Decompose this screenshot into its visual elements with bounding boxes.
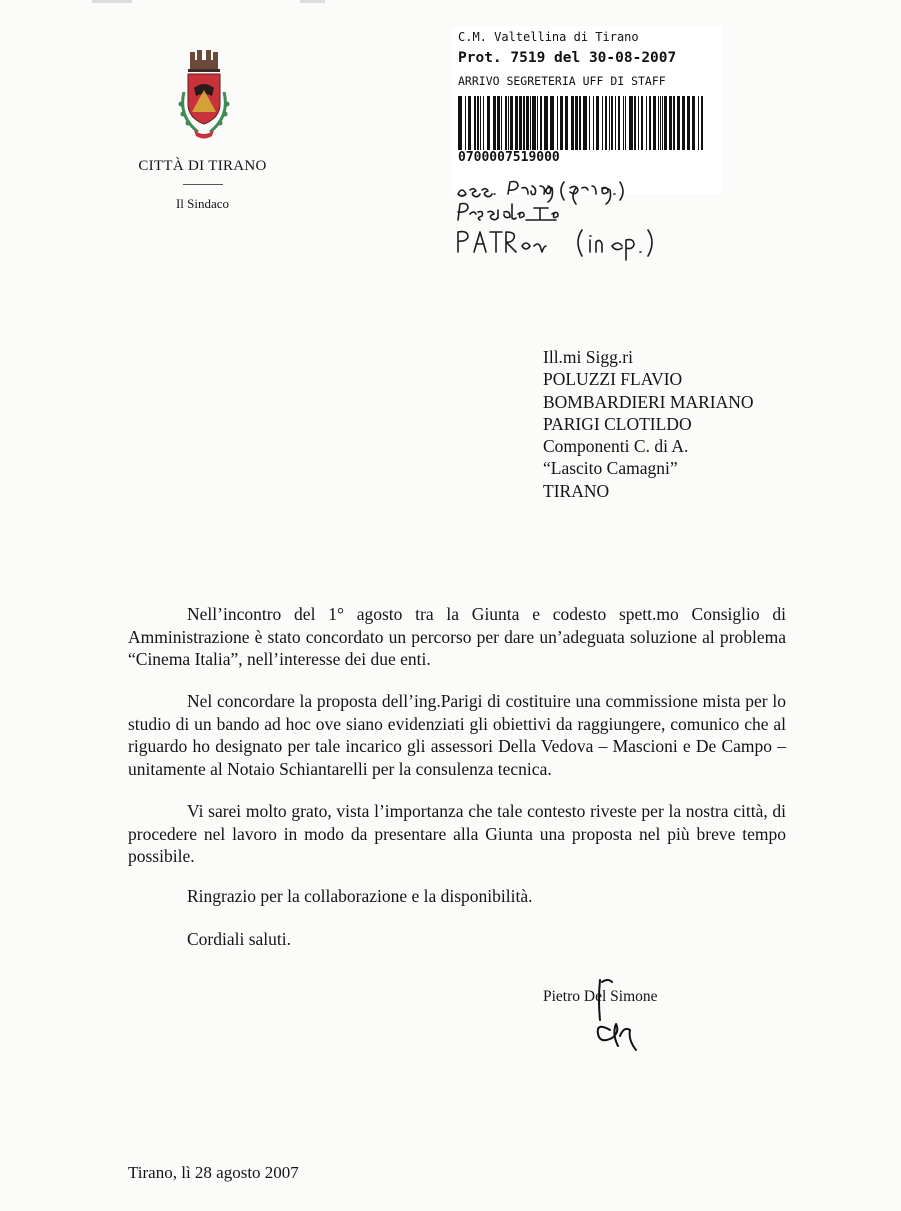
addressee-block [543,346,754,502]
barcode-bar [602,96,603,150]
body-paragraph: Nell’incontro del 1° agosto tra la Giunta e codesto spett.mo Consiglio di Amministrazione è stato concordato un percorso per dare un’adeguata soluzione al problema “Cinema Italia”, nell’interesse dei due enti. [128,604,786,669]
barcode-bar [526,96,529,150]
barcode-bar [575,96,578,150]
barcode-bar [483,96,484,150]
body-paragraph: Vi sarei molto grato, vista l’importanza che tale contesto riveste per la nostra città, di procedere nel lavoro in modo da presentare alla Giunta una proposta nel più breve tempo possibile. [128,801,786,866]
barcode-bar [505,96,507,150]
barcode-bar [477,96,479,150]
scan-mark [92,0,132,3]
barcode-bar [497,96,500,150]
body-paragraph: Nel concordare la proposta dell’ing.Parigi di costituire una commissione mista per lo studio di un bando ad hoc ove siano evidenziati gli obiettivi da raggiungere, comunico che al riguardo ho designato per tale incarico gli assessori Della Vedova – Mascioni e De Campo – unitamente al Notaio Schiantarelli per la consulenza tecnica. [128,691,786,779]
addressee-name: BOMBARDIERI MARIANO [543,391,754,412]
barcode-bar [692,96,695,150]
barcode-bar [611,96,613,150]
barcode-bar [605,96,607,150]
barcode-bar [474,96,476,150]
protocol-stamp [452,26,722,194]
addressee-name: PARIGI CLOTILDO [543,413,692,434]
barcode-bar [649,96,651,150]
stamp-organization: C.M. Valtellina di Tirano [458,30,639,44]
barcode-bar [673,96,675,150]
addressee-name: POLUZZI FLAVIO [543,369,683,390]
barcode-bar [638,96,639,150]
barcode-bar [589,96,590,150]
barcode-bar [487,96,490,150]
addressee-city: TIRANO [543,480,610,501]
barcode-bar [677,96,680,150]
barcode-bar [468,96,471,150]
addressee-role: Componenti C. di A. [543,436,689,457]
date-line: Tirano, lì 28 agosto 2007 [128,1163,299,1182]
barcode-bar [510,96,513,150]
letterhead-divider [183,184,223,185]
closing-greeting: Cordiali saluti. [187,929,292,949]
barcode-bar [530,96,531,150]
barcode-bar [560,96,563,150]
barcode-bar [669,96,672,150]
barcode-bar [623,96,624,150]
barcode-bar [593,96,594,150]
handwritten-signature [582,976,642,1056]
addressee-salutation: Ill.mi Sigg.ri [543,347,633,367]
municipal-coat-of-arms-icon [172,46,236,146]
barcode-bar [523,96,525,150]
barcode-bar [660,96,661,150]
scan-mark [300,0,325,3]
barcode-bar [583,96,587,150]
stamp-protocol-number: Prot. 7519 del 30-08-2007 [458,50,677,66]
barcode-bar [698,96,699,150]
barcode-bar [662,96,663,150]
barcode-bar [653,96,656,150]
handwritten-note [452,180,722,276]
barcode-bar [565,96,568,150]
barcode-bar [682,96,685,150]
barcode-bar [618,96,620,150]
barcode-bar [493,96,496,150]
body-paragraph: Ringrazio per la collaborazione e la disponibilità. [187,886,533,906]
barcode-bar [508,96,509,150]
barcode-bar [465,96,466,150]
signatory-name: Pietro Del Simone [543,988,658,1005]
barcode-bar [571,96,574,150]
city-name: CITTÀ DI TIRANO [138,158,267,174]
barcode [458,96,706,150]
barcode-bar [550,96,554,150]
barcode-bar [664,96,667,150]
addressee-entity: “Lascito Camagni” [543,458,678,479]
barcode-bar [641,96,643,150]
barcode-bar [596,96,599,150]
stamp-office: ARRIVO SEGRETERIA UFF DI STAFF [458,74,666,88]
office-title: Il Sindaco [175,196,230,211]
barcode-bar [544,96,548,150]
barcode-bar [557,96,558,150]
barcode-bar [579,96,581,150]
barcode-bar [634,96,636,150]
barcode-bar [658,96,659,150]
barcode-bar [537,96,538,150]
barcode-bar [532,96,536,150]
barcode-bar [701,96,703,150]
barcode-bar [515,96,518,150]
barcode-bar [646,96,647,150]
barcode-bar [615,96,616,150]
stamp-barcode-number: 0700007519000 [458,150,560,165]
barcode-bar [480,96,481,150]
barcode-bar [519,96,522,150]
barcode-bar [629,96,633,150]
barcode-bar [625,96,626,150]
barcode-bar [501,96,502,150]
barcode-bar [609,96,610,150]
barcode-bar [458,96,462,150]
barcode-bar [540,96,542,150]
barcode-bar [687,96,690,150]
